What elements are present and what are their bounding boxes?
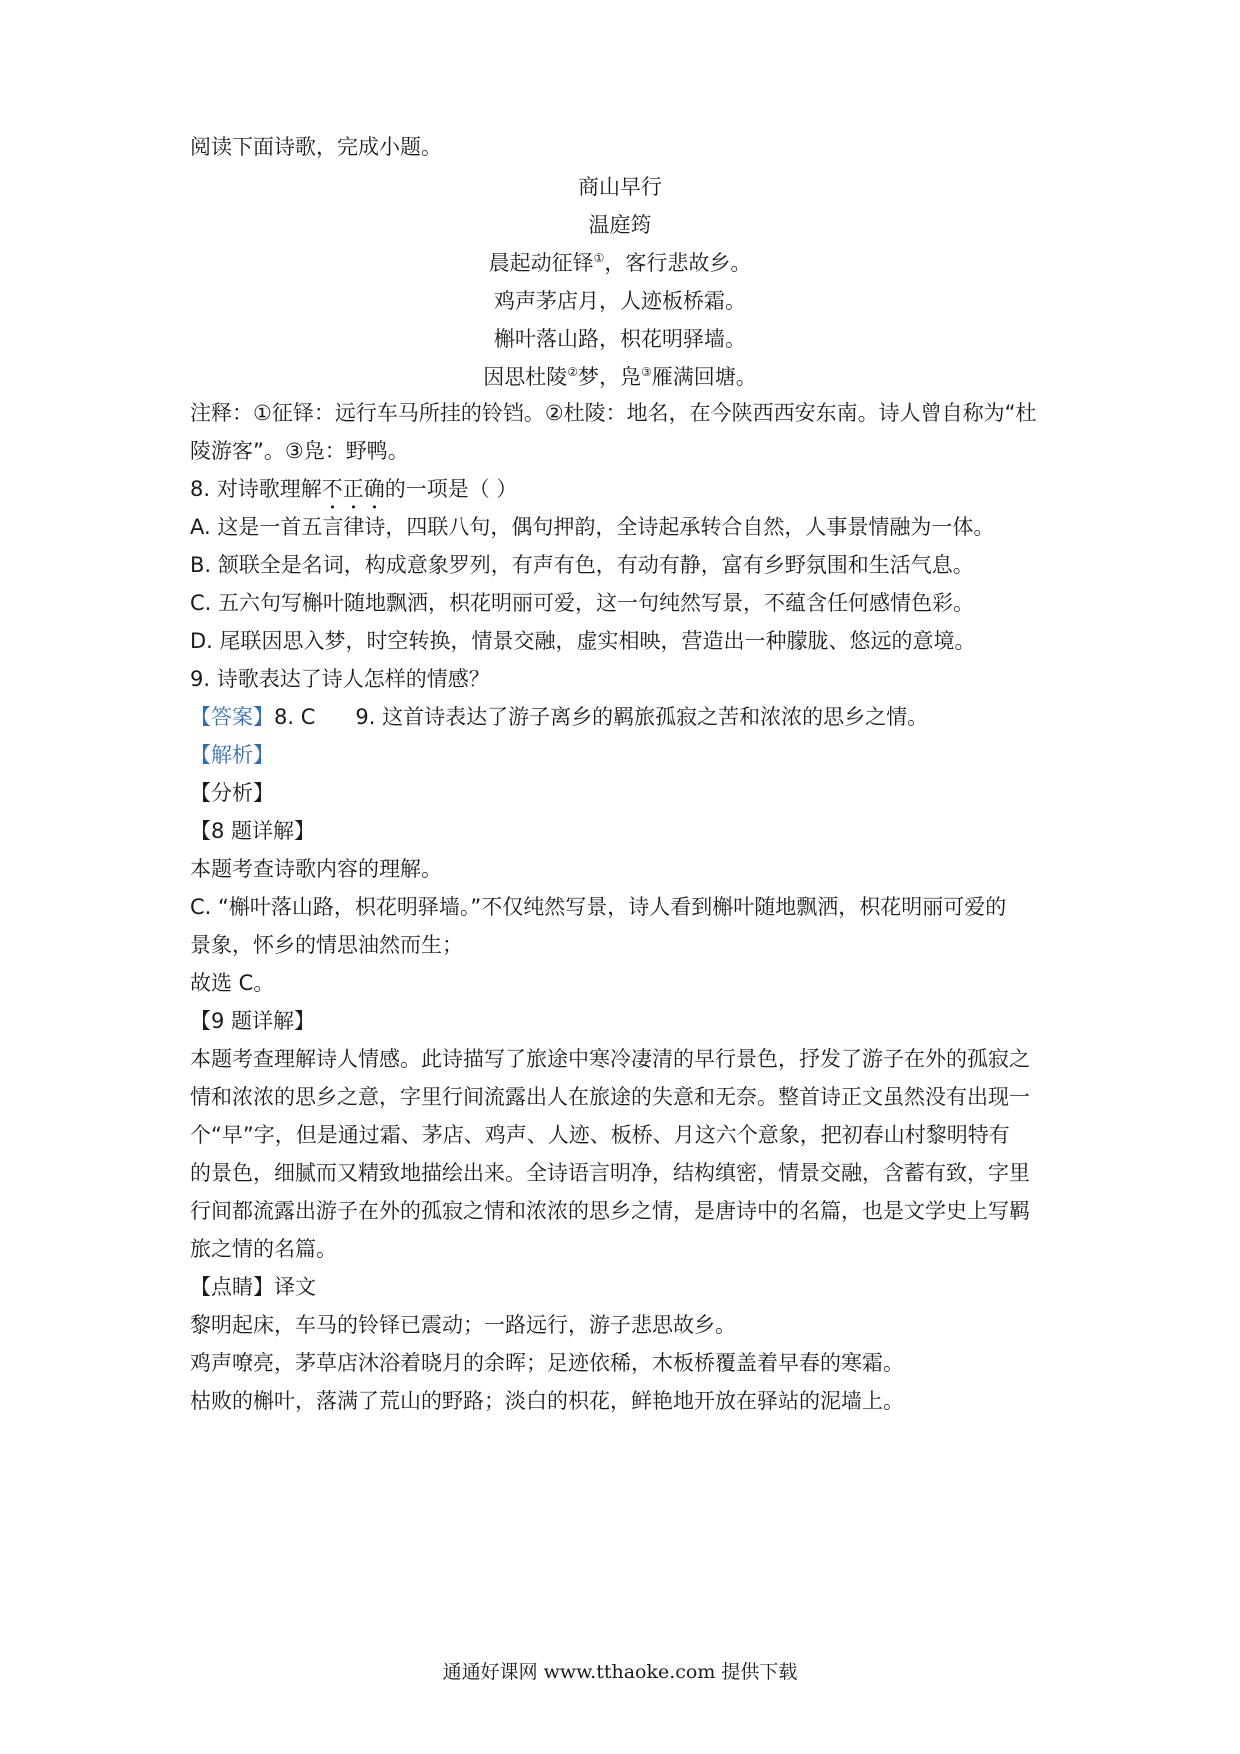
translation-line-1: 黎明起床，车马的铃铎已震动；一路远行，游子悲思故乡。	[190, 1313, 736, 1337]
notes-line-1: 注释：①征铎：远行车马所挂的铃铛。②杜陵：地名，在今陕西西安东南。诗人曾自称为“杜	[190, 401, 1037, 425]
answer-tag: 【答案】	[190, 705, 274, 729]
answer-line	[190, 702, 1060, 732]
q8-detail-line-2: C. “槲叶落山路，枳花明驿墙。”不仅纯然写景，诗人看到槲叶随地飘洒，枳花明丽可爱的	[190, 895, 1007, 919]
q9-detail-line-3: 个“早”字，但是通过霜、茅店、鸡声、人迹、板桥、月这六个意象，把初春山村黎明特有	[190, 1123, 1010, 1147]
poem-title: 商山早行	[578, 175, 662, 199]
poem-line-4	[0, 362, 1240, 392]
question-8-stem-a: 8. 对诗歌理解	[190, 477, 322, 501]
q8-detail-line-1: 本题考查诗歌内容的理解。	[190, 857, 442, 881]
answer-9: 9. 这首诗表达了游子离乡的羁旅孤寂之苦和浓浓的思乡之情。	[355, 705, 929, 729]
q9-detail-line-5: 行间都流露出游子在外的孤寂之情和浓浓的思乡之情，是唐诗中的名篇，也是文学史上写羁	[190, 1199, 1030, 1223]
analysis-fenxi: 【分析】	[190, 781, 274, 805]
poem-line-2: 鸡声茅店月，人迹板桥霜。	[494, 289, 746, 313]
question-8-emphasis: 不正确	[321, 477, 385, 501]
footnote-marker-2: ②	[567, 365, 578, 379]
footnote-marker-3: ③	[641, 365, 652, 379]
poem-line-3: 槲叶落山路，枳花明驿墙。	[494, 327, 746, 351]
intro-text: 阅读下面诗歌，完成小题。	[190, 135, 442, 159]
q8-detail-line-3: 景象，怀乡的情思油然而生；	[190, 933, 463, 957]
translation-line-2: 鸡声嘹亮，茅草店沐浴着晓月的余晖；足迹依稀，木板桥覆盖着早春的寒霜。	[190, 1351, 904, 1375]
page-footer: 通通好课网 www.tthaoke.com 提供下载	[442, 1661, 798, 1683]
q8-detail-heading: 【8 题详解】	[190, 819, 316, 843]
question-8-stem-b: 的一项是（ ）	[384, 477, 518, 501]
answer-8: 8. C	[274, 705, 316, 729]
question-8-option-a: A. 这是一首五言律诗，四联八句，偶句押韵，全诗起承转合自然，人事景情融为一体。	[190, 515, 995, 539]
analysis-tag: 【解析】	[190, 743, 274, 767]
poem-line-4-a: 因思杜陵	[483, 365, 568, 389]
poem-line-1-a: 晨起动征铎	[488, 251, 594, 275]
poem-line-4-b: 梦，凫	[578, 365, 641, 389]
dianjing-heading: 【点睛】译文	[190, 1275, 316, 1299]
poem-author: 温庭筠	[588, 213, 652, 237]
question-8-stem	[190, 474, 1060, 514]
question-9-stem: 9. 诗歌表达了诗人怎样的情感？	[190, 667, 490, 691]
question-8-option-c: C. 五六句写槲叶随地飘洒，枳花明丽可爱，这一句纯然写景，不蕴含任何感情色彩。	[190, 591, 975, 615]
q9-detail-line-4: 的景色，细腻而又精致地描绘出来。全诗语言明净，结构缜密，情景交融，含蓄有致，字里	[190, 1161, 1030, 1185]
q8-detail-line-4: 故选 C。	[190, 971, 275, 995]
translation-line-3: 枯败的槲叶，落满了荒山的野路；淡白的枳花，鲜艳地开放在驿站的泥墙上。	[190, 1389, 904, 1413]
footnote-marker-1: ①	[593, 251, 605, 265]
poem-line-4-c: 雁满回塘。	[651, 365, 757, 389]
q9-detail-line-6: 旅之情的名篇。	[190, 1237, 337, 1261]
q9-detail-heading: 【9 题详解】	[190, 1009, 316, 1033]
q9-detail-line-2: 情和浓浓的思乡之意，字里行间流露出人在旅途的失意和无奈。整首诗正文虽然没有出现一	[190, 1085, 1030, 1109]
poem-line-1-b: ，客行悲故乡。	[604, 251, 752, 275]
question-8-option-b: B. 颔联全是名词，构成意象罗列，有声有色，有动有静，富有乡野氛围和生活气息。	[190, 553, 974, 577]
q9-detail-line-1: 本题考查理解诗人情感。此诗描写了旅途中寒冷凄清的早行景色，抒发了游子在外的孤寂之	[190, 1047, 1030, 1071]
question-8-option-d: D. 尾联因思入梦，时空转换，情景交融，虚实相映，营造出一种朦胧、悠远的意境。	[190, 629, 976, 653]
poem-line-1	[0, 248, 1240, 278]
notes-line-2: 陵游客”。③凫：野鸭。	[190, 439, 409, 463]
